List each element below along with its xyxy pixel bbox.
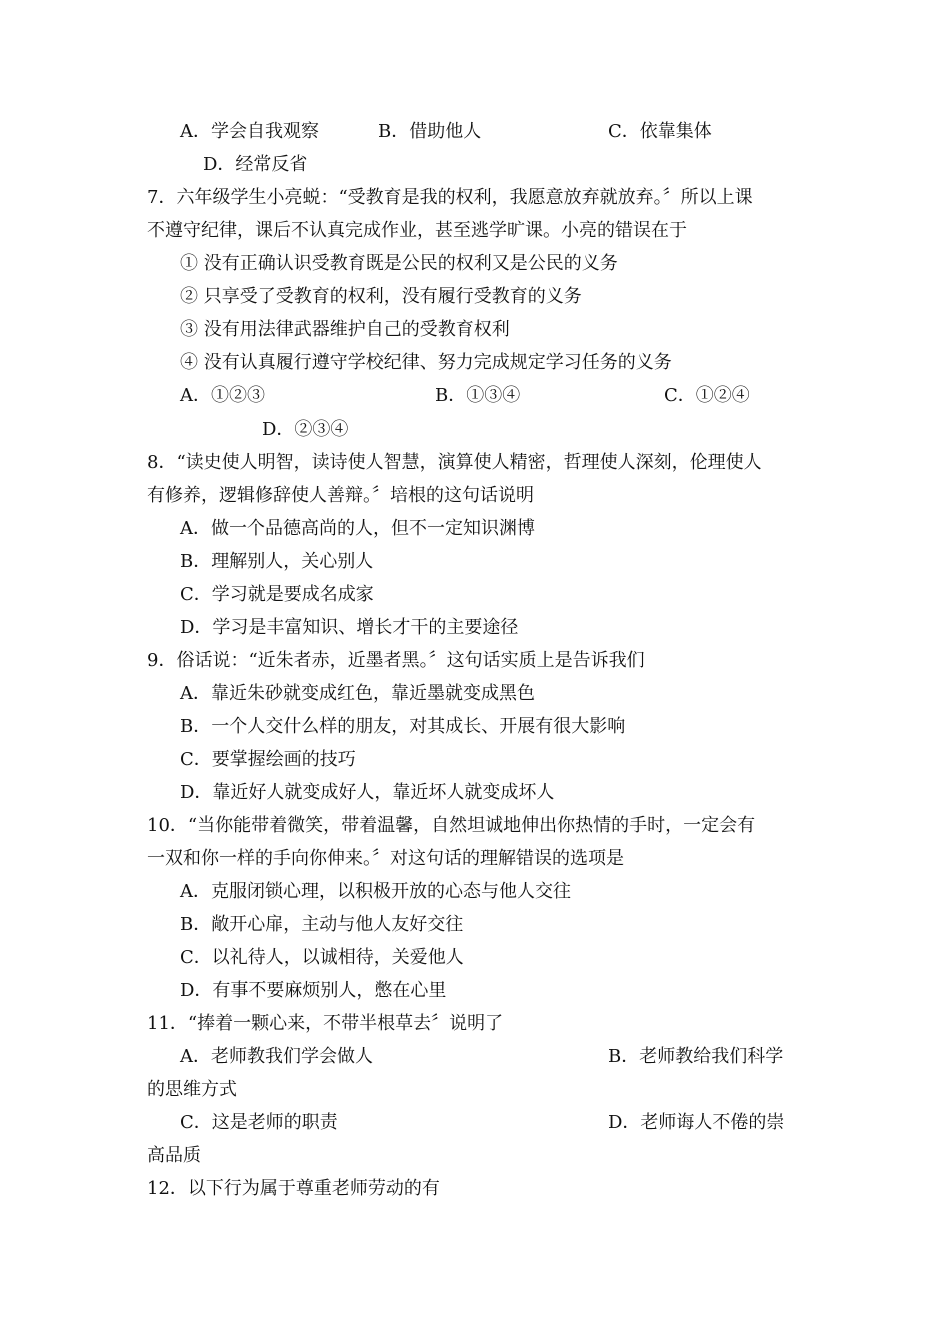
q7-option-a: A．①②③ [180, 385, 265, 406]
q9-option-d: D．靠近好人就变成好人，靠近坏人就变成坏人 [180, 782, 555, 803]
q10-option-a: A．克服闭锁心理，以积极开放的心态与他人交往 [180, 881, 571, 902]
q9-option-a: A．靠近朱砂就变成红色，靠近墨就变成黑色 [180, 683, 535, 704]
q11-option-a: A．老师教我们学会做人 [180, 1046, 373, 1067]
q7-item-1: ① 没有正确认识受教育既是公民的权利又是公民的义务 [180, 253, 618, 274]
q7-option-d: D．②③④ [262, 419, 349, 440]
q11-option-d: D．老师诲人不倦的崇 [608, 1112, 785, 1133]
q9-option-b: B．一个人交什么样的朋友，对其成长、开展有很大影响 [180, 716, 626, 737]
q7-option-c: C．①②④ [664, 385, 750, 406]
q7-stem-line-2: 不遵守纪律，课后不认真完成作业，甚至逃学旷课。小亮的错误在于 [147, 220, 687, 241]
q11-option-b-continued: 的思维方式 [147, 1079, 237, 1100]
q8-option-b: B．理解别人，关心别人 [180, 551, 374, 572]
q11-option-b: B．老师教给我们科学 [608, 1046, 784, 1067]
q10-option-d: D．有事不要麻烦别人，憋在心里 [180, 980, 447, 1001]
q10-option-b: B．敞开心扉，主动与他人友好交往 [180, 914, 464, 935]
q8-option-c: C．学习就是要成名成家 [180, 584, 374, 605]
q8-stem-line-1: 8．“读史使人明智，读诗使人智慧，演算使人精密，哲理使人深刻，伦理使人 [147, 452, 762, 473]
q6-option-d: D．经常反省 [203, 154, 308, 175]
q7-stem-line-1: 7．六年级学生小亮蜕：“受教育是我的权利，我愿意放弃就放弃。〞所以上课 [147, 187, 753, 208]
q11-option-c: C．这是老师的职责 [180, 1112, 338, 1133]
q8-option-a: A．做一个品德高尚的人，但不一定知识渊博 [180, 518, 535, 539]
q7-item-3: ③ 没有用法律武器维护自己的受教育权利 [180, 319, 510, 340]
q9-option-c: C．要掌握绘画的技巧 [180, 749, 356, 770]
q7-item-4: ④ 没有认真履行遵守学校纪律、努力完成规定学习任务的义务 [180, 352, 672, 373]
q7-option-b: B．①③④ [435, 385, 521, 406]
q10-option-c: C．以礼待人，以诚相待，关爱他人 [180, 947, 464, 968]
q11-option-d-continued: 高品质 [147, 1145, 201, 1166]
q11-stem-line-1: 11．“捧着一颗心来，不带半根草去〞说明了 [147, 1013, 504, 1034]
q7-item-2: ② 只享受了受教育的权利，没有履行受教育的义务 [180, 286, 582, 307]
q10-stem-line-2: 一双和你一样的手向你伸来。〞对这句话的理解错误的选项是 [147, 848, 624, 869]
q12-stem-line-1: 12．以下行为属于尊重老师劳动的有 [147, 1178, 440, 1199]
q10-stem-line-1: 10．“当你能带着微笑，带着温馨，自然坦诚地伸出你热情的手时，一定会有 [147, 815, 756, 836]
q6-option-b: B．借助他人 [378, 121, 482, 142]
q8-option-d: D．学习是丰富知识、增长才干的主要途径 [180, 617, 519, 638]
q6-option-a: A．学会自我观察 [180, 121, 319, 142]
q6-option-c: C．依靠集体 [608, 121, 712, 142]
q9-stem-line-1: 9．俗话说：“近朱者赤，近墨者黑。〞这句话实质上是告诉我们 [147, 650, 645, 671]
q8-stem-line-2: 有修养，逻辑修辞使人善辩。〞培根的这句话说明 [147, 485, 534, 506]
